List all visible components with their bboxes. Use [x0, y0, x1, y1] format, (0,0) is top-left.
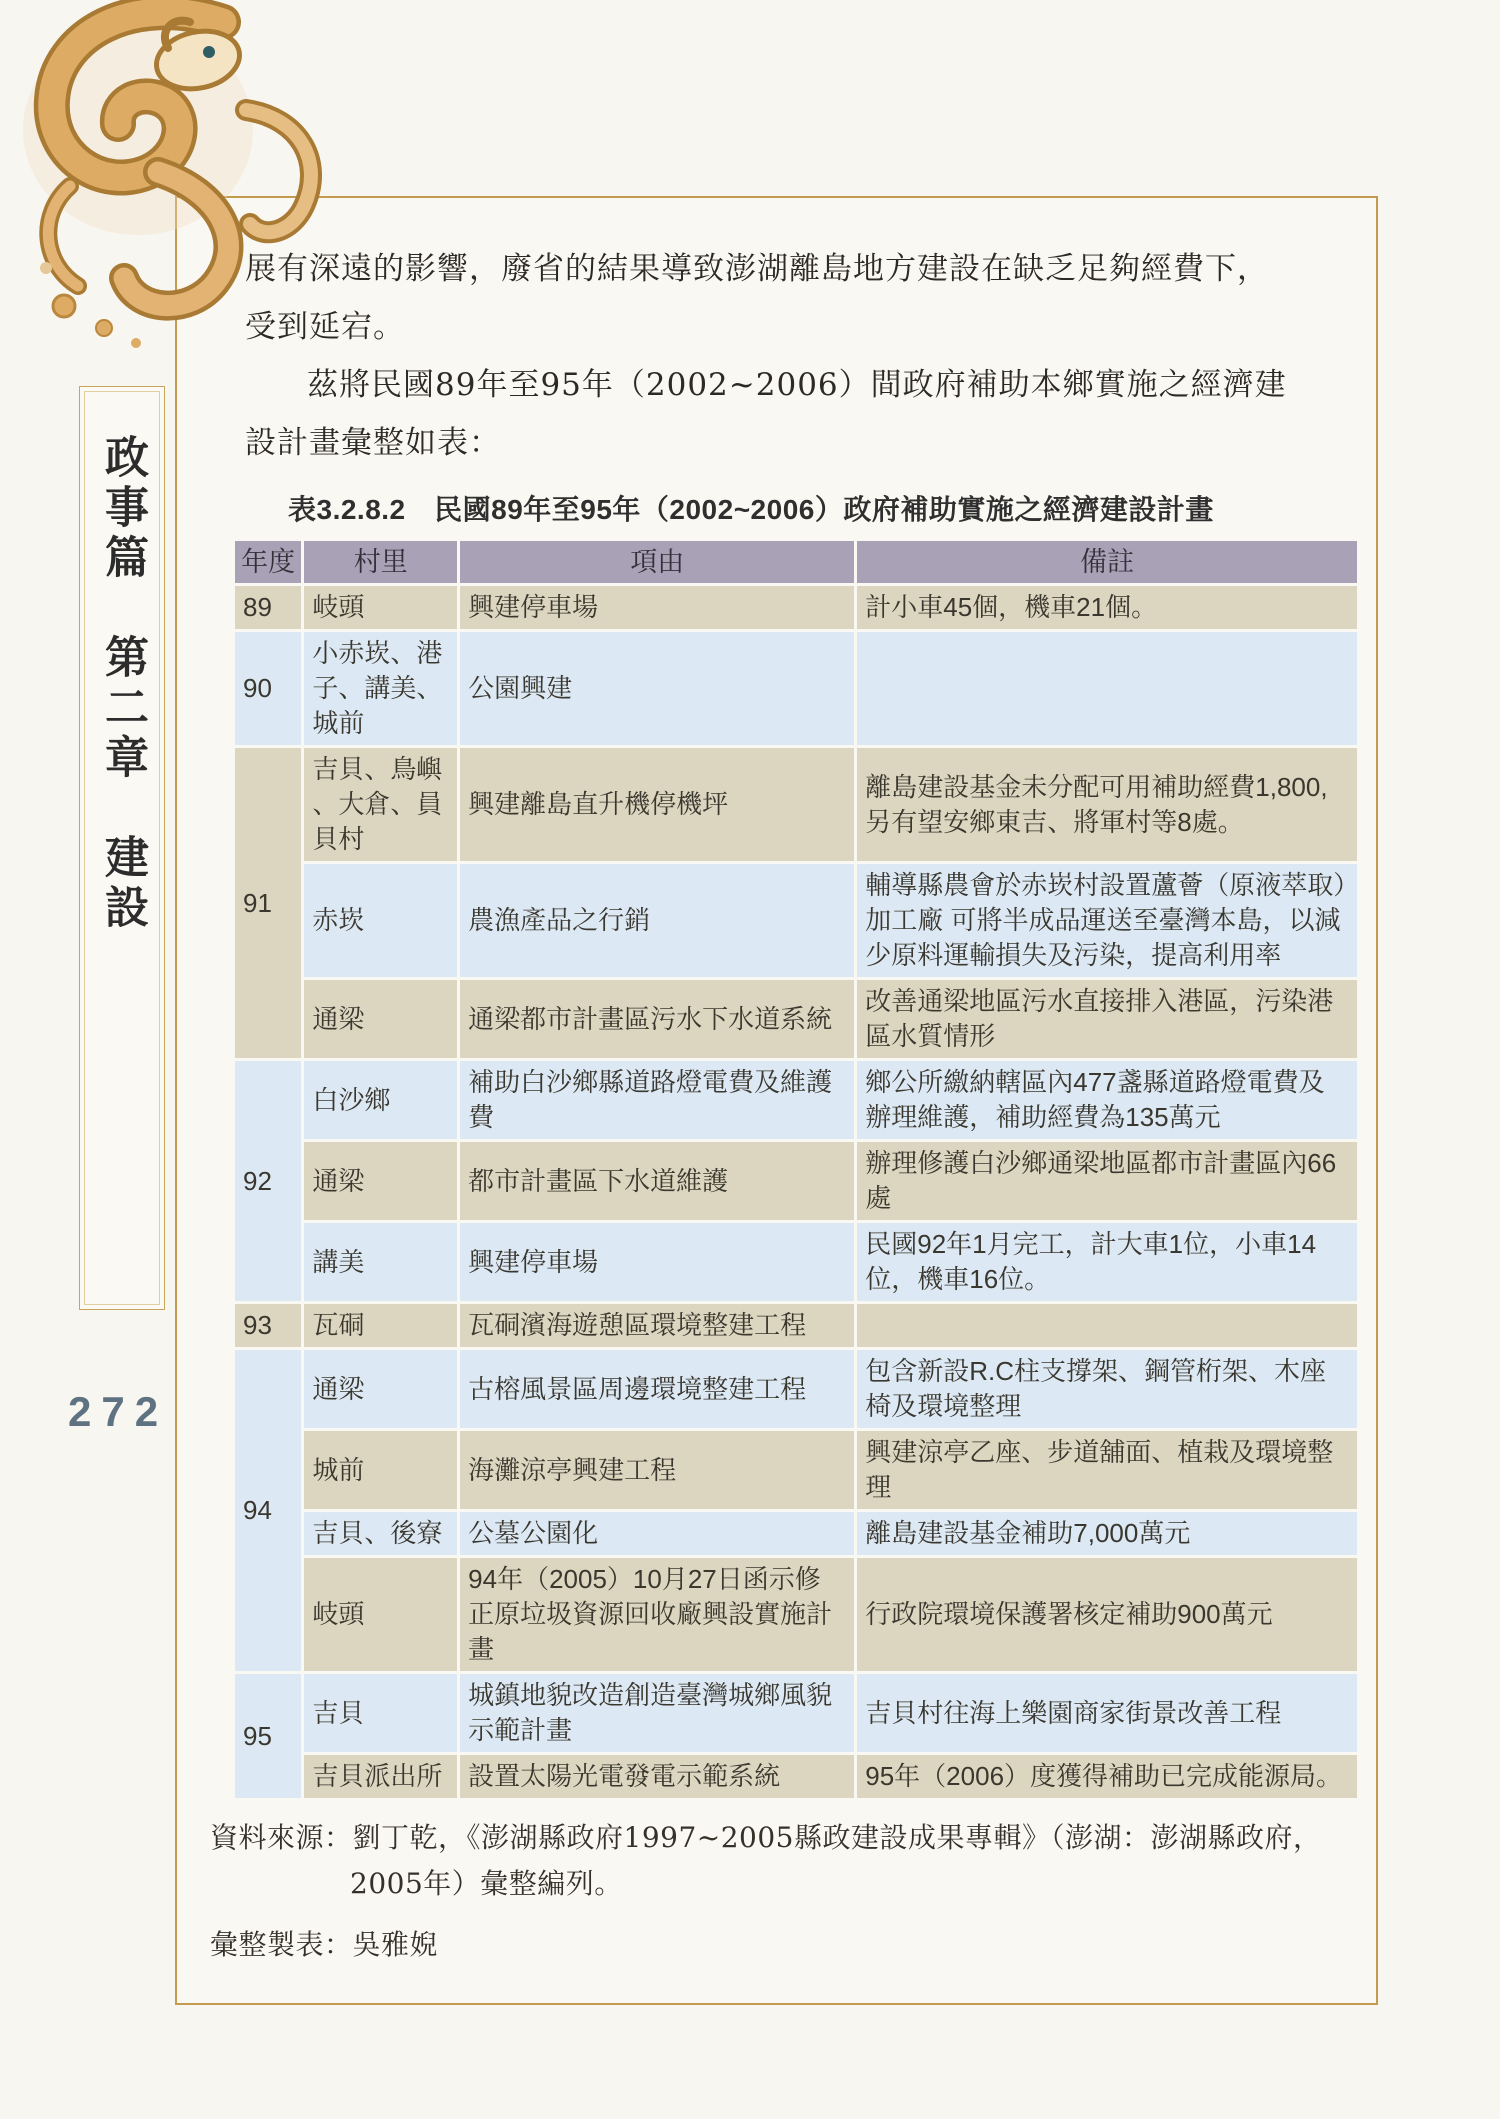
village-cell: 小赤崁、港子、講美、城前 — [304, 632, 457, 745]
table-row — [235, 1512, 1357, 1555]
chapter-title-vertical: 政事篇 第二章 建設 — [97, 434, 148, 934]
note-cell: 計小車45個，機車21個。 — [857, 586, 1357, 629]
chapter-sidebar-inner-border — [84, 391, 160, 1305]
year-cell: 90 — [235, 632, 301, 745]
paragraph-continued: 展有深遠的影響，廢省的結果導致澎湖離島地方建設在缺乏足夠經費下，受到延宕。 — [245, 251, 1269, 345]
note-cell: 鄉公所繳納轄區內477盞縣道路燈電費及辦理維護，補助經費為135萬元 — [857, 1061, 1357, 1139]
note-cell — [857, 1304, 1357, 1347]
body-paragraphs — [245, 240, 1295, 472]
year-cell: 91 — [235, 748, 301, 1058]
item-cell: 興建離島直升機停機坪 — [460, 748, 854, 861]
village-cell: 吉貝、後寮 — [304, 1512, 457, 1555]
item-cell: 興建停車場 — [460, 586, 854, 629]
table-row — [235, 1674, 1357, 1752]
source-note: 資料來源：劉丁乾，《澎湖縣政府1997~2005縣政建設成果專輯》（澎湖：澎湖縣政府，2005年）彙整編列。 — [210, 1821, 1322, 1900]
item-cell: 農漁產品之行銷 — [460, 864, 854, 977]
village-cell: 瓦硐 — [304, 1304, 457, 1347]
year-cell: 93 — [235, 1304, 301, 1347]
village-cell: 白沙鄉 — [304, 1061, 457, 1139]
note-cell: 興建涼亭乙座、步道舖面、植栽及環境整理 — [857, 1431, 1357, 1509]
village-cell: 城前 — [304, 1431, 457, 1509]
economic-construction-table — [232, 538, 1360, 1801]
header-village: 村里 — [304, 541, 457, 583]
note-cell: 辦理修護白沙鄉通梁地區都市計畫區內66處 — [857, 1142, 1357, 1220]
year-cell: 92 — [235, 1061, 301, 1301]
village-cell: 吉貝 — [304, 1674, 457, 1752]
village-cell: 講美 — [304, 1223, 457, 1301]
item-cell: 公墓公園化 — [460, 1512, 854, 1555]
table-header-row — [235, 541, 1357, 583]
table-row — [235, 1755, 1357, 1798]
item-cell: 古榕風景區周邊環境整建工程 — [460, 1350, 854, 1428]
header-item: 項由 — [460, 541, 854, 583]
year-cell: 89 — [235, 586, 301, 629]
note-cell: 離島建設基金補助7,000萬元 — [857, 1512, 1357, 1555]
village-cell: 吉貝派出所 — [304, 1755, 457, 1798]
table-caption: 表3.2.8.2 民國89年至95年（2002~2006）政府補助實施之經濟建設計畫 — [288, 494, 1214, 525]
item-cell: 通梁都市計畫區污水下水道系統 — [460, 980, 854, 1058]
compiler-note: 彙整製表：吳雅婗 — [210, 1928, 439, 1961]
item-cell: 興建停車場 — [460, 1223, 854, 1301]
table-row — [235, 864, 1357, 977]
header-note: 備註 — [857, 541, 1357, 583]
item-cell: 都市計畫區下水道維護 — [460, 1142, 854, 1220]
table-row — [235, 980, 1357, 1058]
note-cell: 改善通梁地區污水直接排入港區，污染港區水質情形 — [857, 980, 1357, 1058]
table-row — [235, 1142, 1357, 1220]
note-cell: 吉貝村往海上樂園商家街景改善工程 — [857, 1674, 1357, 1752]
village-cell: 通梁 — [304, 980, 457, 1058]
note-cell: 行政院環境保護署核定補助900萬元 — [857, 1558, 1357, 1671]
table-row — [235, 1431, 1357, 1509]
item-cell: 94年（2005）10月27日函示修正原垃圾資源回收廠興設實施計畫 — [460, 1558, 854, 1671]
paragraph-intro-table: 茲將民國89年至95年（2002~2006）間政府補助本鄉實施之經濟建設計畫彙整如表： — [245, 367, 1287, 461]
table-row — [235, 1350, 1357, 1428]
village-cell: 通梁 — [304, 1350, 457, 1428]
item-cell: 補助白沙鄉縣道路燈電費及維護費 — [460, 1061, 854, 1139]
village-cell: 通梁 — [304, 1142, 457, 1220]
year-cell: 94 — [235, 1350, 301, 1671]
table-row — [235, 1558, 1357, 1671]
chapter-sidebar — [79, 386, 165, 1310]
page-number: 272 — [68, 1388, 169, 1435]
note-cell: 輔導縣農會於赤崁村設置蘆薈（原液萃取）加工廠 可將半成品運送至臺灣本島，以減少原料運輸損失及污染，提高利用率 — [857, 864, 1357, 977]
table-row — [235, 632, 1357, 745]
note-cell: 95年（2006）度獲得補助已完成能源局。 — [857, 1755, 1357, 1798]
note-cell: 離島建設基金未分配可用補助經費1,800,另有望安鄉東吉、將軍村等8處。 — [857, 748, 1357, 861]
note-cell — [857, 632, 1357, 745]
header-year: 年度 — [235, 541, 301, 583]
table-row — [235, 1304, 1357, 1347]
note-cell: 民國92年1月完工，計大車1位，小車14位，機車16位。 — [857, 1223, 1357, 1301]
year-cell: 95 — [235, 1674, 301, 1798]
item-cell: 公園興建 — [460, 632, 854, 745]
village-cell: 赤崁 — [304, 864, 457, 977]
village-cell: 吉貝、鳥嶼、大倉、員貝村 — [304, 748, 457, 861]
item-cell: 瓦硐濱海遊憩區環境整建工程 — [460, 1304, 854, 1347]
item-cell: 海灘涼亭興建工程 — [460, 1431, 854, 1509]
page-content — [210, 240, 1370, 1965]
table-row — [235, 1223, 1357, 1301]
note-cell: 包含新設R.C柱支撐架、鋼管桁架、木座椅及環境整理 — [857, 1350, 1357, 1428]
village-cell: 岐頭 — [304, 586, 457, 629]
item-cell: 城鎮地貌改造創造臺灣城鄉風貌示範計畫 — [460, 1674, 854, 1752]
table-row — [235, 586, 1357, 629]
item-cell: 設置太陽光電發電示範系統 — [460, 1755, 854, 1798]
table-row — [235, 1061, 1357, 1139]
table-row — [235, 748, 1357, 861]
village-cell: 岐頭 — [304, 1558, 457, 1671]
